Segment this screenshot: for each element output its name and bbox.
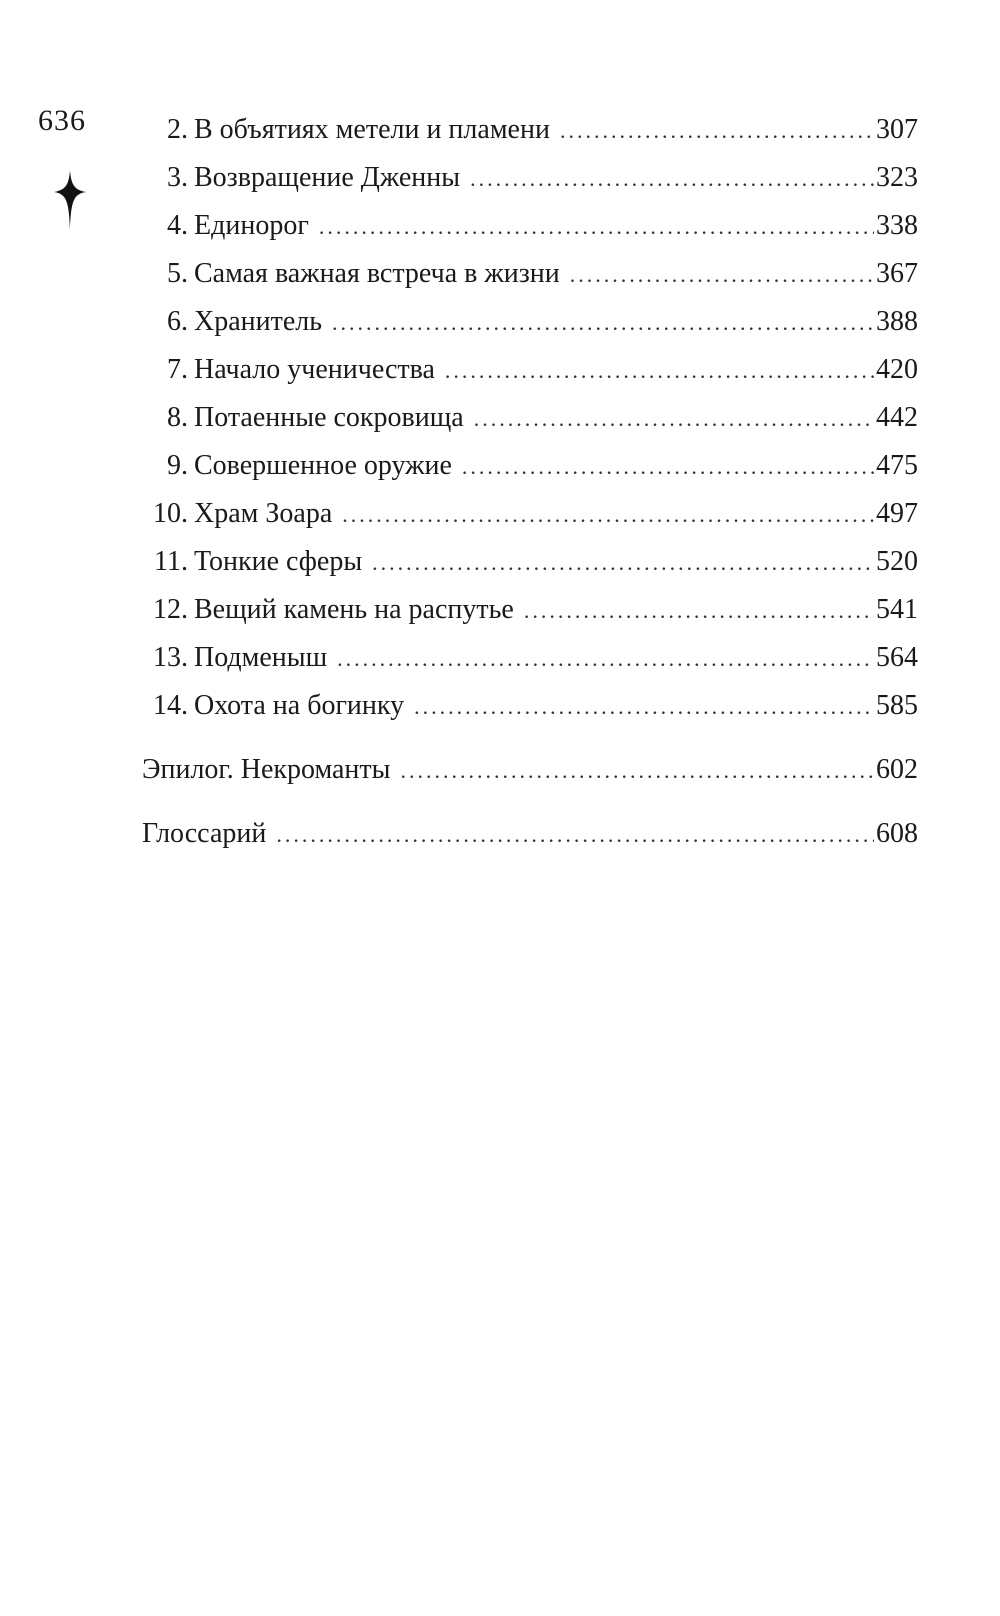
- toc-entry-number: 8.: [167, 402, 188, 433]
- toc-entry[interactable]: [142, 106, 918, 154]
- toc-entry-title: Эпилог. Некроманты: [142, 754, 391, 785]
- toc-entry-page: 442: [876, 402, 918, 433]
- toc-entry-page: 338: [876, 210, 918, 241]
- toc-entry-page: 420: [876, 354, 918, 385]
- toc-entry[interactable]: [142, 154, 918, 202]
- toc-entry-page: 475: [876, 450, 918, 481]
- toc-entry[interactable]: [142, 538, 918, 586]
- toc-entry-number: 3.: [167, 162, 188, 193]
- dot-leader: [470, 155, 874, 203]
- toc-entry[interactable]: [142, 394, 918, 442]
- toc-entry-title: Потаенные сокровища: [194, 402, 464, 433]
- dot-leader: [337, 635, 874, 683]
- dot-leader: [414, 683, 874, 731]
- toc-entry-title: Глоссарий: [142, 818, 267, 849]
- dot-leader: [342, 491, 874, 539]
- toc-entry[interactable]: [142, 586, 918, 634]
- toc-entry-page: 388: [876, 306, 918, 337]
- toc-entry-page: 608: [876, 818, 918, 849]
- toc-entry-title: Самая важная встреча в жизни: [194, 258, 560, 289]
- toc-entry-title: Тонкие сферы: [194, 546, 363, 577]
- page-number: 636: [38, 104, 86, 137]
- toc-entry-number: 11.: [154, 546, 188, 577]
- dot-leader: [524, 587, 874, 635]
- dot-leader: [319, 203, 874, 251]
- toc-entry-page: 307: [876, 114, 918, 145]
- toc-entry-page: 585: [876, 690, 918, 721]
- toc-entry-title: Хранитель: [194, 306, 323, 337]
- toc-entry[interactable]: [142, 346, 918, 394]
- dot-leader: [445, 347, 874, 395]
- dot-leader: [560, 107, 874, 155]
- toc-entry-title: Единорог: [194, 210, 309, 241]
- dot-leader: [276, 811, 874, 859]
- toc-entry[interactable]: [142, 442, 918, 490]
- toc-entry[interactable]: [142, 202, 918, 250]
- toc-entry-number: 12.: [153, 594, 188, 625]
- dot-leader: [372, 539, 874, 587]
- toc-entry-number: 9.: [167, 450, 188, 481]
- toc-entry-epilogue[interactable]: [142, 746, 918, 794]
- four-point-star-icon: [50, 170, 90, 230]
- toc-entry-page: 541: [876, 594, 918, 625]
- table-of-contents: [142, 106, 918, 858]
- toc-entry-number: 5.: [167, 258, 188, 289]
- toc-entry-title: Возвращение Дженны: [194, 162, 461, 193]
- toc-entry-number: 7.: [167, 354, 188, 385]
- toc-entry-number: 6.: [167, 306, 188, 337]
- toc-entry-title: Храм Зоара: [194, 498, 333, 529]
- toc-entry-number: 10.: [153, 498, 188, 529]
- toc-entry-glossary[interactable]: [142, 810, 918, 858]
- toc-entry-page: 602: [876, 754, 918, 785]
- toc-entry[interactable]: [142, 634, 918, 682]
- toc-entry-page: 323: [876, 162, 918, 193]
- toc-entry-title: Совершенное оружие: [194, 450, 452, 481]
- toc-entry[interactable]: [142, 250, 918, 298]
- dot-leader: [474, 395, 874, 443]
- dot-leader: [332, 299, 874, 347]
- toc-entry-page: 564: [876, 642, 918, 673]
- toc-entry-number: 2.: [167, 114, 188, 145]
- toc-entry-number: 14.: [153, 690, 188, 721]
- toc-entry[interactable]: [142, 682, 918, 730]
- toc-entry-title: Вещий камень на распутье: [194, 594, 514, 625]
- dot-leader: [400, 747, 874, 795]
- toc-entry-number: 13.: [153, 642, 188, 673]
- toc-entry-number: 4.: [167, 210, 188, 241]
- toc-entry-page: 367: [876, 258, 918, 289]
- toc-entry-title: В объятиях метели и пламени: [194, 114, 550, 145]
- toc-entry-title: Начало ученичества: [194, 354, 435, 385]
- toc-entry-title: Охота на богинку: [194, 690, 405, 721]
- toc-entry[interactable]: [142, 298, 918, 346]
- toc-entry-page: 497: [876, 498, 918, 529]
- dot-leader: [462, 443, 874, 491]
- toc-entry-page: 520: [876, 546, 918, 577]
- toc-entry-title: Подменыш: [194, 642, 328, 673]
- toc-entry[interactable]: [142, 490, 918, 538]
- dot-leader: [570, 251, 874, 299]
